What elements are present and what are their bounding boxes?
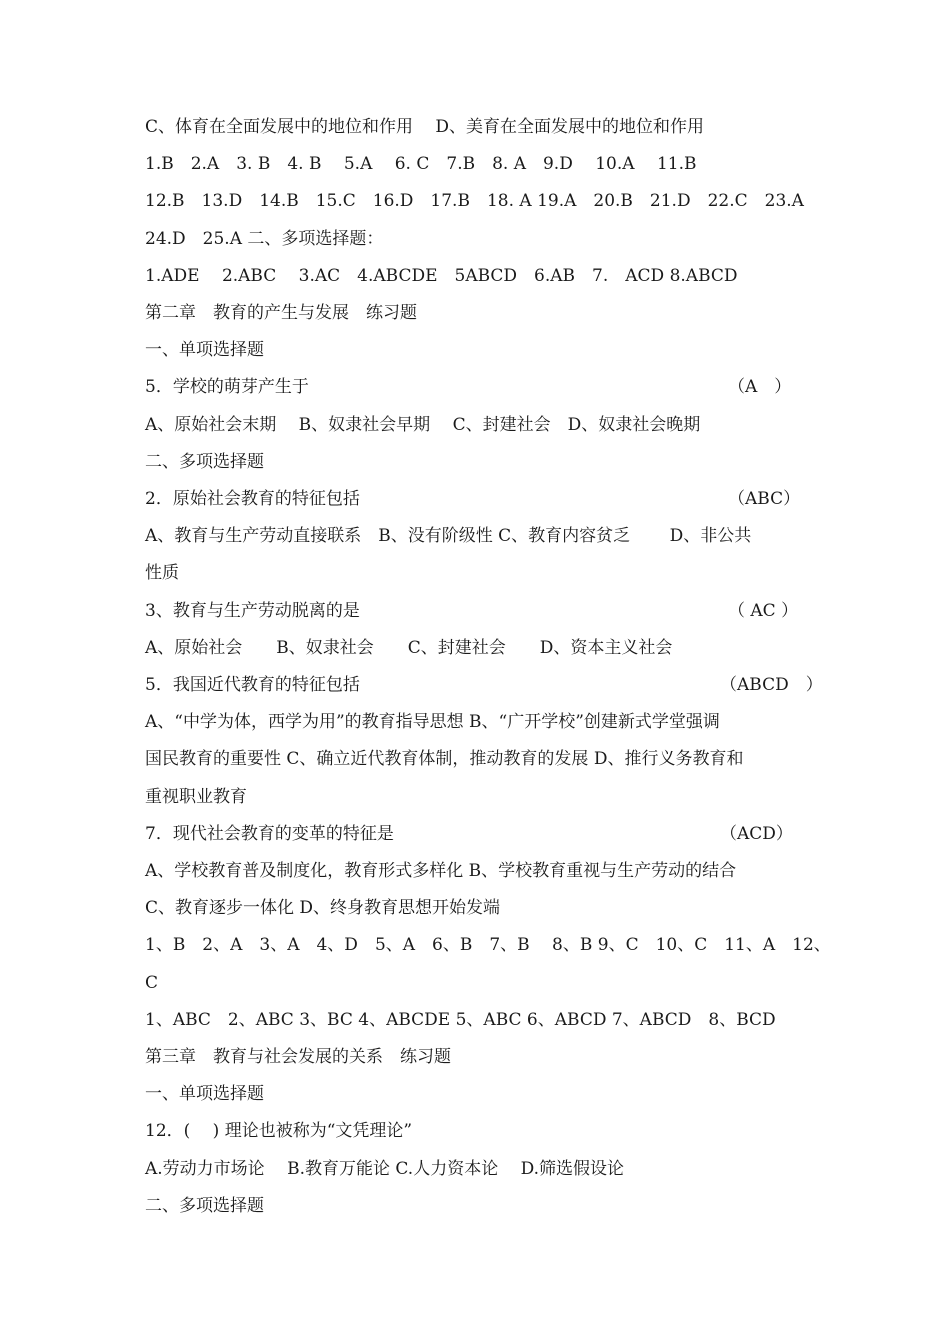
- question-answer: （ AC ）: [728, 601, 799, 621]
- answer-key-line: 1.B 2.A 3. B 4. B 5.A 6. C 7.B 8. A 9.D 10.A 11.B: [145, 154, 697, 174]
- options-line: 国民教育的重要性 C、确立近代教育体制，推动教育的发展 D、推行义务教育和: [145, 749, 744, 769]
- section-heading: 二、多项选择题: [145, 1196, 264, 1216]
- options-line: A、原始社会 B、奴隶社会 C、封建社会 D、资本主义社会: [145, 638, 673, 658]
- question-answer: （ABCD ）: [720, 675, 823, 695]
- answer-key-line: 12.B 13.D 14.B 15.C 16.D 17.B 18. A 19.A 20.B 21.D 22.C 23.A: [145, 191, 804, 211]
- question-answer: （ACD）: [720, 824, 793, 844]
- chapter-heading: 第三章 教育与社会发展的关系 练习题: [145, 1047, 451, 1067]
- options-line: A、原始社会末期 B、奴隶社会早期 C、封建社会 D、奴隶社会晚期: [145, 415, 701, 435]
- options-line: 性质: [145, 563, 179, 583]
- question-text: 2．原始社会教育的特征包括: [145, 489, 360, 509]
- question-text: 3、教育与生产劳动脱离的是: [145, 601, 360, 621]
- options-line: 重视职业教育: [145, 787, 247, 807]
- question-answer: （ABC）: [728, 489, 801, 509]
- question-text: 7．现代社会教育的变革的特征是: [145, 824, 394, 844]
- question-text: 5．学校的萌芽产生于: [145, 377, 309, 397]
- answer-key-line: 24.D 25.A 二、多项选择题：: [145, 229, 384, 249]
- options-line: A、学校教育普及制度化，教育形式多样化 B、学校教育重视与生产劳动的结合: [145, 861, 737, 881]
- section-heading: 一、单项选择题: [145, 340, 264, 360]
- options-line: C、教育逐步一体化 D、终身教育思想开始发端: [145, 898, 501, 918]
- section-heading: 一、单项选择题: [145, 1084, 264, 1104]
- answer-key-line: 1、B 2、A 3、A 4、D 5、A 6、B 7、B 8、B 9、C 10、C 11、A 12、: [145, 935, 831, 955]
- chapter-heading: 第二章 教育的产生与发展 练习题: [145, 303, 417, 323]
- answer-key-line: C: [145, 973, 159, 993]
- text-line: C、体育在全面发展中的地位和作用 D、美育在全面发展中的地位和作用: [145, 117, 705, 137]
- answer-key-line: 1.ADE 2.ABC 3.AC 4.ABCDE 5ABCD 6.AB 7. ACD 8.ABCD: [145, 266, 738, 286]
- options-line: A.劳动力市场论 B.教育万能论 C.人力资本论 D.筛选假设论: [145, 1159, 625, 1179]
- options-line: A、“中学为体，西学为用”的教育指导思想 B、“广开学校”创建新式学堂强调: [145, 712, 720, 732]
- options-line: A、教育与生产劳动直接联系 B、没有阶级性 C、教育内容贫乏 D、非公共: [145, 526, 752, 546]
- section-heading: 二、多项选择题: [145, 452, 264, 472]
- question-text: 5．我国近代教育的特征包括: [145, 675, 360, 695]
- question-text: 12．( ) 理论也被称为“文凭理论”: [145, 1121, 413, 1141]
- answer-key-line: 1、ABC 2、ABC 3、BC 4、ABCDE 5、ABC 6、ABCD 7、ABCD 8、BCD: [145, 1010, 776, 1030]
- question-answer: （A ）: [728, 377, 792, 397]
